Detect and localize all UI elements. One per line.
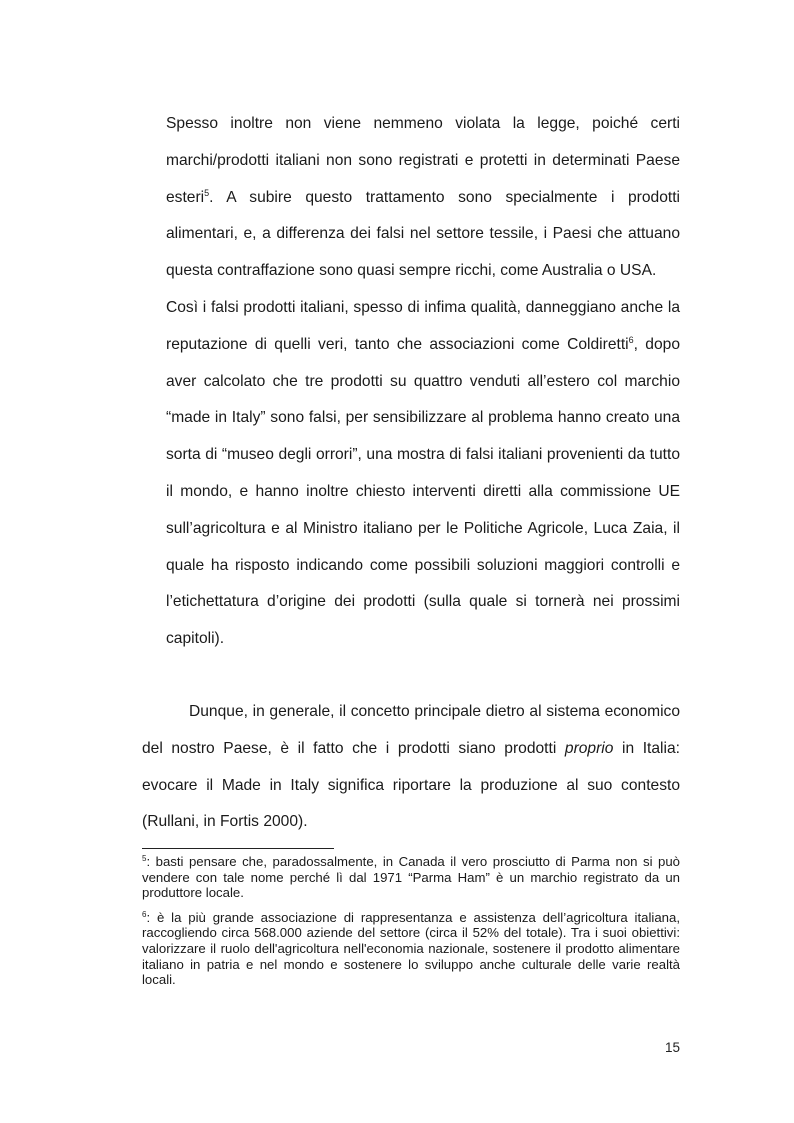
footnote-number: 6 xyxy=(142,909,147,919)
paragraph-coldiretti: Così i falsi prodotti italiani, spesso di infima qualità, danneggiano anche la reputazione di quelli veri, tanto che associazioni come Coldiretti$^6$, dopo aver calcolato che tre prodotti su quattro venduti all’estero col marchio “made in Italy” sono falsi, per sensibilizzare al problema hanno creato una sorta di “museo degli orrori”, una mostra di falsi italiani provenienti da tutto il mondo, e hanno inoltre chiesto interventi diretti alla commissione UE sull’agricoltura e al Ministro italiano per le Politiche Agricole, Luca Zaia, il quale ha risposto indicando come possibili soluzioni maggiori controlli e l’etichettatura d’origine dei prodotti (sulla quale si tornerà nei prossimi capitoli). xyxy=(166,298,680,648)
footnote-ref-5[interactable]: 5 xyxy=(204,187,210,198)
footnote-6: $^6$: è la più grande associazione di rappresentanza e assistenza dell’agricoltura italiana, raccogliendo circa 568.000 aziende del settore (circa il 52% del totale). Tra i suoi obiettivi: valorizzare il ruolo dell'agricoltura nell'economia nazionale, sostenere il prodotto alimentare italiano in patria e nel mondo e sostenere lo sviluppo anche culturale delle varie realtà locali. xyxy=(142,909,680,988)
footnote-number: 5 xyxy=(142,854,147,863)
footnotes xyxy=(142,854,680,997)
footnote-5: $^5$: basti pensare che, paradossalmente, in Canada il vero prosciutto di Parma non si può vendere con tale nome perché lì dal 1971 “Parma Ham” è un marchio registrato da un produttore locale. xyxy=(142,854,680,901)
paragraph-made-in-italy: Dunque, in generale, il concetto principale dietro al sistema economico del nostro Paese, è il fatto che i prodotti siano prodotti proprio in Italia: evocare il Made in Italy significa riportare la produzione al suo contesto (Rullani, in Fortis 2000). xyxy=(142,703,680,831)
main-text-block xyxy=(142,694,680,841)
footnote-separator xyxy=(142,848,334,849)
footnote-ref-6[interactable]: 6 xyxy=(628,334,634,345)
page-number: 15 xyxy=(664,1040,680,1055)
indented-text-block xyxy=(166,106,680,658)
paragraph-counterfeit-law: Spesso inoltre non viene nemmeno violata la legge, poiché certi marchi/prodotti italiani non sono registrati e protetti in determinati Paese esteri$^5$. A subire questo trattamento sono specialmente i prodotti alimentari, e, a differenza dei falsi nel settore tessile, i Paesi che attuano questa contraffazione sono quasi sempre ricchi, come Australia o USA. xyxy=(166,115,680,280)
